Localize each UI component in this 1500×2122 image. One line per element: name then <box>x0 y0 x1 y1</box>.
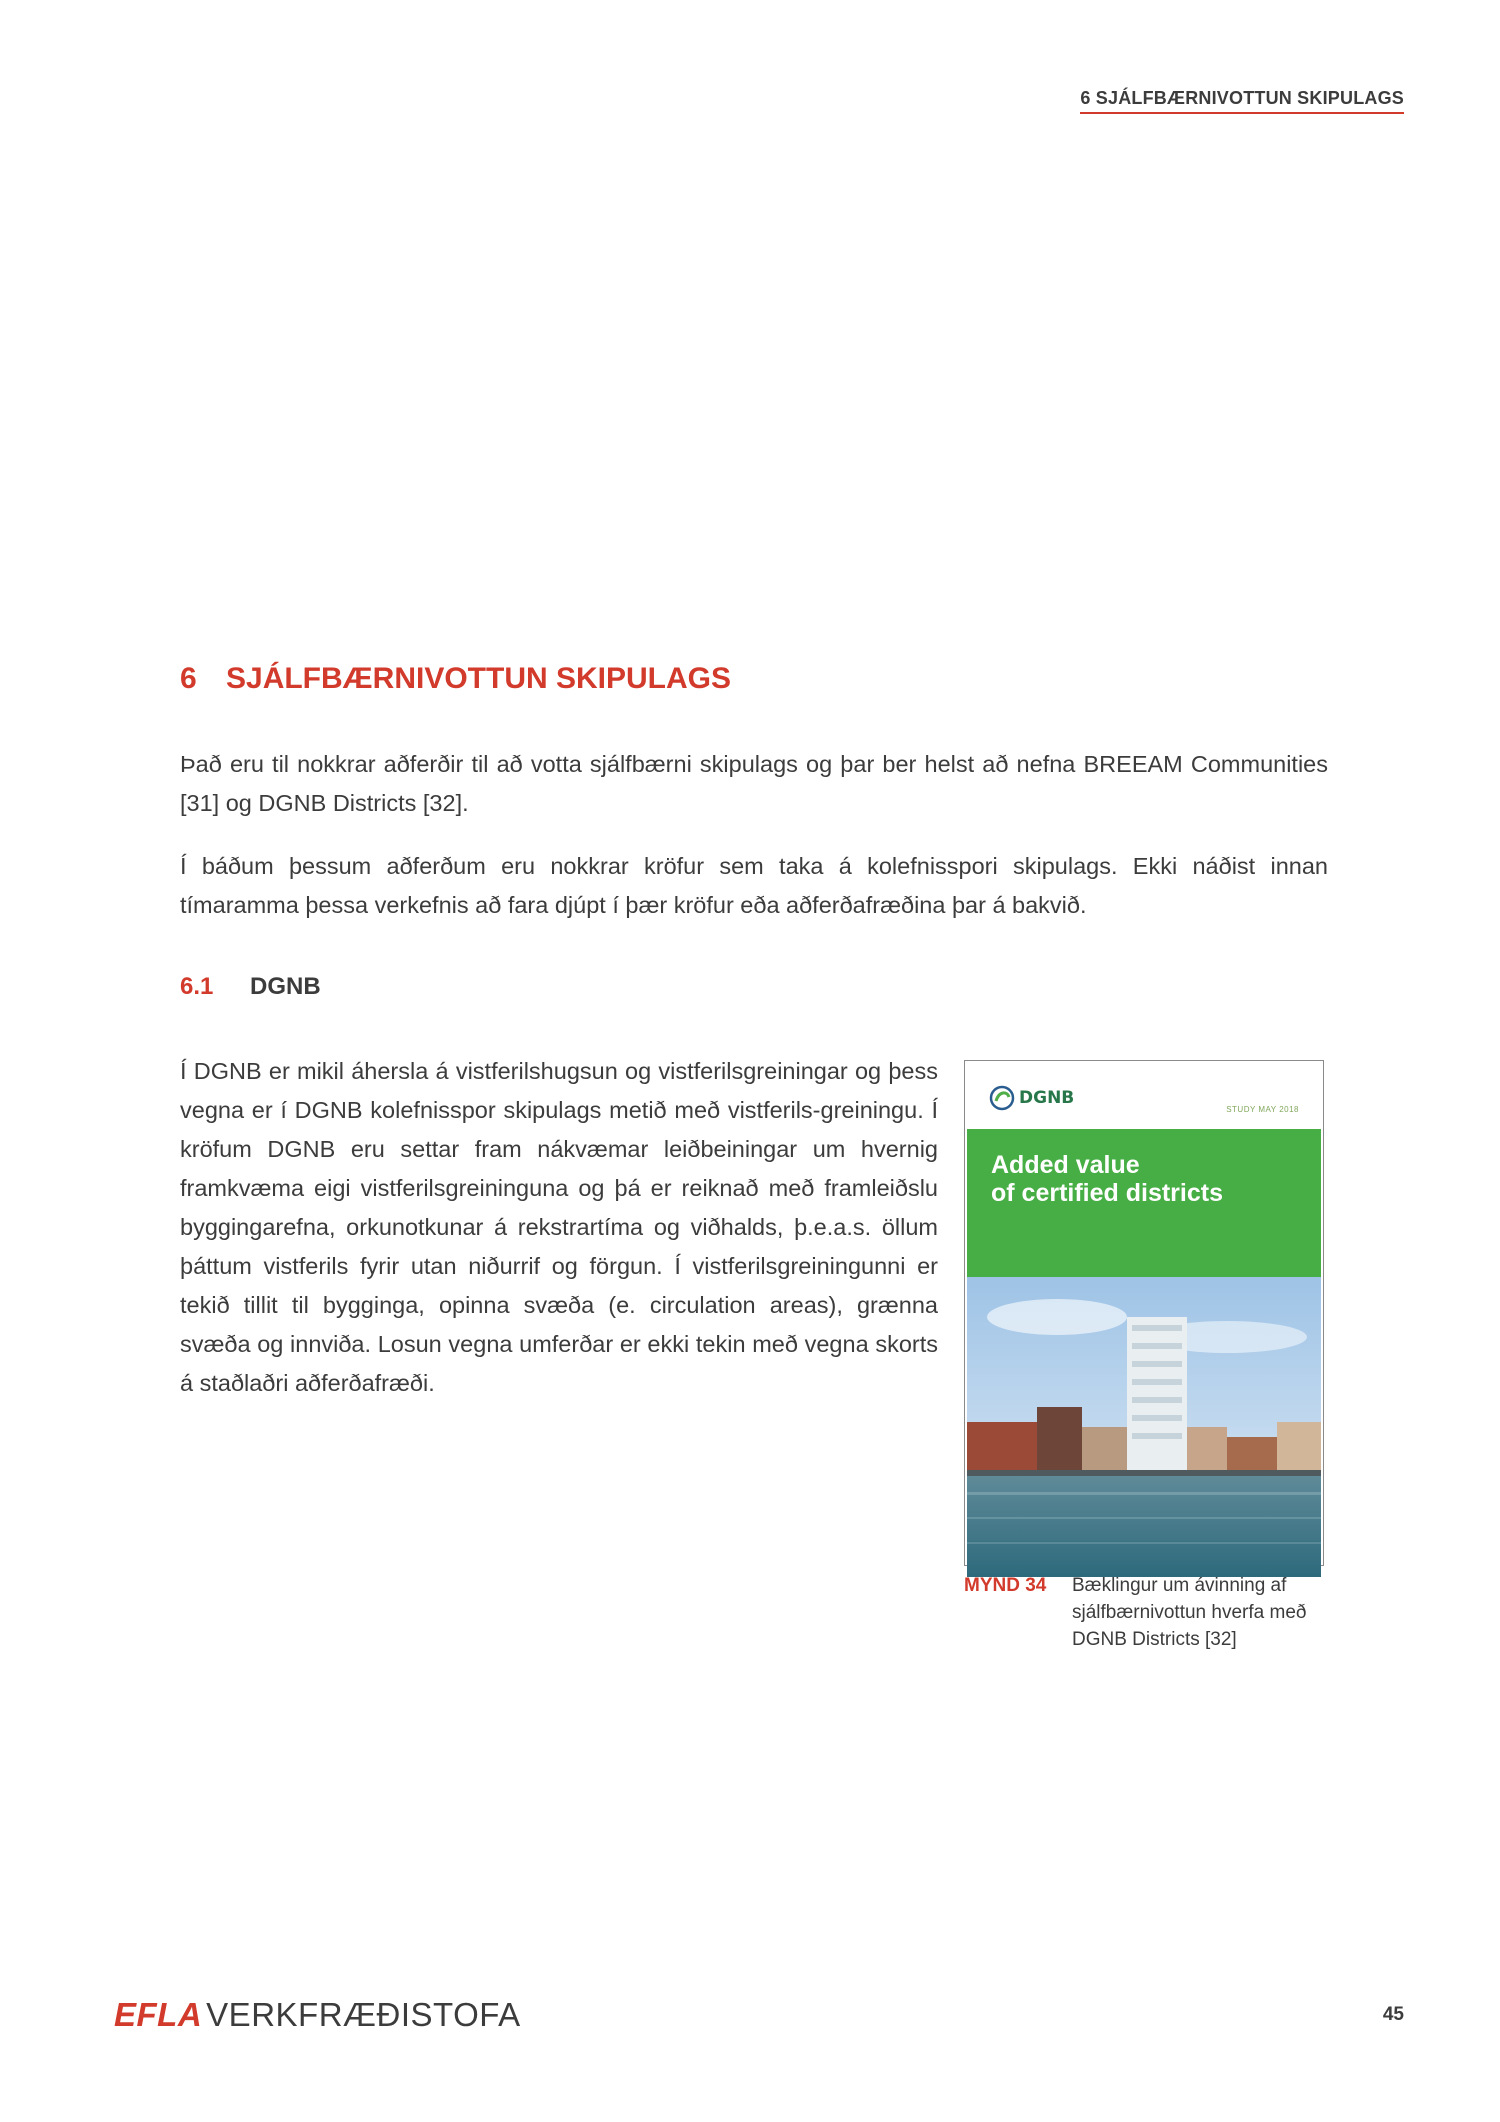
efla-brand-sub: VERKFRÆÐISTOFA <box>206 1996 521 2033</box>
page-number: 45 <box>1382 2004 1404 2025</box>
paragraph-requirements: Í báðum þessum aðferðum eru nokkrar kröfur sem taka á kolefnisspori skipulags. Ekki náðist innan tímaramma þessa verkefnis að fara djúpt í þær kröfur eða aðferðafræðina þar á bakvið. <box>180 853 1328 918</box>
caption-text: Bæklingur um ávinning af sjálfbærnivottun hverfa með DGNB Districts [32] <box>1072 1575 1307 1650</box>
harbour-photo-illustration <box>967 1277 1321 1577</box>
cover-headline <box>991 1151 1223 1207</box>
chapter-title-text: SJÁLFBÆRNIVOTTUN SKIPULAGS <box>226 662 732 695</box>
section-title-text: DGNB <box>250 973 321 1000</box>
section-number: 6.1 <box>180 973 214 1000</box>
chapter-title <box>180 662 731 696</box>
running-header: 6 SJÁLFBÆRNIVOTTUN SKIPULAGS <box>1080 88 1404 114</box>
cover-headline-line2: of certified districts <box>991 1179 1223 1207</box>
cover-header <box>967 1063 1321 1129</box>
dgnb-logo-icon <box>989 1085 1015 1111</box>
paragraph-intro: Það eru til nokkrar aðferðir til að votta sjálfbærni skipulags og þar ber helst að nefna BREEAM Communities [31] og DGNB Districts [32]. <box>180 751 1328 816</box>
cover-photo <box>967 1277 1321 1577</box>
dgnb-logo <box>989 1085 1074 1111</box>
cover-headline-line1: Added value <box>991 1151 1140 1179</box>
dgnb-logo-text: DGNB <box>1019 1088 1075 1108</box>
cover-green-band <box>967 1129 1321 1277</box>
section-title <box>180 973 321 1001</box>
study-label: STUDY MAY 2018 <box>1226 1105 1299 1114</box>
section-body: Í DGNB er mikil áhersla á vistferilshugsun og vistferilsgreiningar og þess vegna er í DGNB kolefnisspor skipulags metið með vistferils-greiningu. Í kröfum DGNB eru settar fram nákvæmar leiðbeiningar um hvernig framkvæma eigi vistferilsgreininguna og þá er reiknað með framleiðslu byggingarefna, orkunotkunar á rekstrartíma og viðhalds, þ.e.a.s. öllum þáttum vistferils fyrir utan niðurrif og förgun. Í vistferilsgreiningunni er tekið tillit til bygginga, opinna svæða (e. circulation areas), grænna svæða og innviða. Losun vegna umferðar er ekki tekin með vegna skorts á staðlaðri aðferðafræði. <box>180 1058 938 1396</box>
efla-brand: EFLA <box>114 1996 203 2033</box>
chapter-number: 6 <box>180 662 197 695</box>
brochure-cover-figure <box>964 1060 1324 1566</box>
caption-label: MYND 34 <box>964 1575 1047 1596</box>
efla-logo <box>114 1996 521 2034</box>
